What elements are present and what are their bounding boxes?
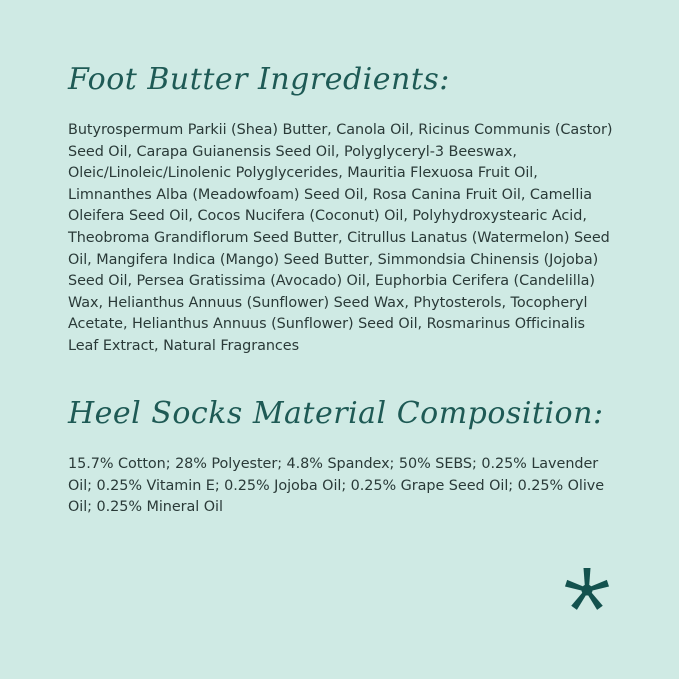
heel-socks-heading: Heel Socks Material Composition: (68, 396, 604, 431)
foot-butter-heading: Foot Butter Ingredients: (68, 62, 450, 97)
asterisk-icon (563, 566, 611, 614)
heel-socks-composition-text: 15.7% Cotton; 28% Polyester; 4.8% Spandex; 50% SEBS; 0.25% Lavender Oil; 0.25% Vitamin E; 0.25% Jojoba Oil; 0.25% Grape Seed Oil; 0.25% Olive Oil; 0.25% Mineral Oil (68, 456, 605, 516)
foot-butter-ingredients-text: Butyrospermum Parkii (Shea) Butter, Canola Oil, Ricinus Communis (Castor) Seed Oil, Carapa Guianensis Seed Oil, Polyglyceryl-3 Beeswax, Oleic/Linoleic/Linolenic Polyglycerides, Mauritia Flexuosa Fruit Oil, Limnanthes Alba (Meadowfoam) Seed Oil, Rosa Canina Fruit Oil, Camellia Oleifera Seed Oil, Cocos Nucifera (Coconut) Oil, Polyhydroxystearic Acid, Theobroma Grandiflorum Seed Butter, Citrullus Lanatus (Watermelon) Seed Oil, Mangifera Indica (Mango) Seed Butter, Simmondsia Chinensis (Jojoba) Seed Oil, Persea Gratissima (Avocado) Oil, Euphorbia Cerifera (Candelilla) Wax, Helianthus Annuus (Sunflower) Seed Wax, Phytosterols, Tocopheryl Acetate, Helianthus Annuus (Sunflower) Seed Oil, Rosmarinus Officinalis Leaf Extract, Natural Fragrances (68, 122, 613, 354)
